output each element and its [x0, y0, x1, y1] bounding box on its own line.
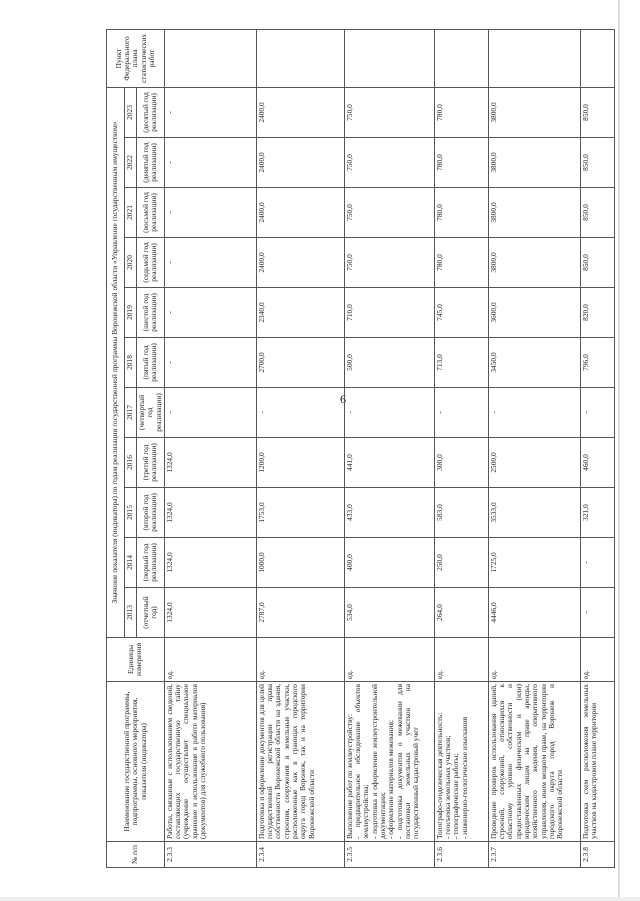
value-cell: - [580, 388, 614, 438]
row-plan-cell [488, 29, 580, 87]
row-plan-cell [256, 29, 344, 87]
value-cell: 2400,0 [256, 138, 344, 188]
value-cell: 1000,0 [256, 538, 344, 588]
value-cell: 820,0 [580, 288, 614, 338]
value-cell: 264,0 [434, 588, 488, 638]
row-number: 2.3.7 [488, 842, 580, 868]
scan-edge [0, 897, 640, 901]
row-number: 2.3.6 [434, 842, 488, 868]
value-cell: 1324,0 [164, 488, 256, 538]
value-cell: 780,0 [434, 138, 488, 188]
value-cell: 1753,0 [256, 488, 344, 538]
header-year: 2013 [125, 588, 137, 638]
row-plan-cell [164, 29, 256, 87]
header-year-note: (седьмой год реализации) [137, 238, 165, 288]
row-plan-cell [434, 29, 488, 87]
value-cell: 300,0 [434, 438, 488, 488]
value-cell: - [434, 388, 488, 438]
row-name: Выполнение работ по землеустройству: - предварительное обследование объектов землеустройства; - подготовка и оформление землеустроительной документации; - оформление материалов межевания; - подготовка документов о межевании для постановки земельных участков на государственный кадастровый учет [344, 682, 434, 842]
value-cell: 1324,0 [164, 538, 256, 588]
value-cell: 2400,0 [256, 87, 344, 137]
value-cell: 780,0 [434, 87, 488, 137]
value-cell: 433,0 [344, 488, 434, 538]
value-cell: 500,0 [344, 338, 434, 388]
value-cell: 2787,0 [256, 588, 344, 638]
header-year-note: (третий год реализации) [137, 438, 165, 488]
header-year: 2016 [125, 438, 137, 488]
header-year-note: (восьмой год реализации) [137, 188, 165, 238]
value-cell: - [164, 238, 256, 288]
value-cell: 534,0 [344, 588, 434, 638]
page-number: 6 [340, 392, 346, 406]
table-row [256, 29, 344, 867]
row-plan-cell [344, 29, 434, 87]
value-cell: 3800,0 [488, 188, 580, 238]
value-cell: - [344, 388, 434, 438]
value-cell: - [164, 388, 256, 438]
value-cell: 2500,0 [488, 438, 580, 488]
header-year: 2020 [125, 238, 137, 288]
indicators-table [106, 29, 615, 868]
row-number: 2.3.3 [164, 842, 256, 868]
value-cell: 441,0 [344, 438, 434, 488]
header-year: 2015 [125, 488, 137, 538]
value-cell: 750,0 [344, 238, 434, 288]
row-number: 2.3.4 [256, 842, 344, 868]
row-plan-cell [580, 29, 614, 87]
table-row [344, 29, 434, 867]
header-year: 2021 [125, 188, 137, 238]
header-year: 2017 [125, 388, 137, 438]
value-cell: 400,0 [344, 538, 434, 588]
value-cell: - [164, 87, 256, 137]
value-cell: - [164, 188, 256, 238]
value-cell: 583,0 [434, 488, 488, 538]
value-cell: 850,0 [580, 138, 614, 188]
value-cell: 2700,0 [256, 338, 344, 388]
value-cell: 3450,0 [488, 338, 580, 388]
row-name: Топографо-геодезическая деятельность: - геосъемка земельных участков; - топографические работы; - инженерно-геологические изыскания [434, 682, 488, 842]
value-cell: 1200,0 [256, 438, 344, 488]
header-year: 2023 [125, 87, 137, 137]
header-year-note: (десятый год реализации) [137, 87, 165, 137]
row-name: Подготовка и оформление документов для целей государственной регистрации права собственности Воронежской области на здания, строения, сооружения и земельные участки, расположенные как в границах городского округа город Воронеж, так и на территории Воронежской области [256, 682, 344, 842]
value-cell: 750,0 [344, 87, 434, 137]
header-year-note: (пятый год реализации) [137, 338, 165, 388]
value-cell: 3800,0 [488, 138, 580, 188]
row-name: Подготовка схем расположения земельных участков на кадастровом плане территории [580, 682, 614, 842]
value-cell: 850,0 [580, 238, 614, 288]
table-row [488, 29, 580, 867]
value-cell: - [164, 338, 256, 388]
table-row [164, 29, 256, 867]
header-year: 2018 [125, 338, 137, 388]
value-cell: 1324,0 [164, 438, 256, 488]
header-year: 2014 [125, 538, 137, 588]
value-cell: 4446,0 [488, 588, 580, 638]
header-year-note: (первый год реализации) [137, 538, 165, 588]
header-year-note: (отчетный год) [137, 588, 165, 638]
value-cell: 2340,0 [256, 288, 344, 338]
value-cell: - [164, 138, 256, 188]
value-cell: 780,0 [434, 188, 488, 238]
header-year: 2019 [125, 288, 137, 338]
value-cell: - [256, 388, 344, 438]
value-cell: 750,0 [344, 188, 434, 238]
value-cell: 745,0 [434, 288, 488, 338]
value-cell: 3800,0 [488, 87, 580, 137]
value-cell: 3533,0 [488, 488, 580, 538]
rotated-table-wrapper [106, 30, 640, 868]
header-year: 2022 [125, 138, 137, 188]
value-cell: 3600,0 [488, 288, 580, 338]
value-cell: 1725,0 [488, 538, 580, 588]
value-cell: - [488, 388, 580, 438]
value-cell: - [580, 538, 614, 588]
value-cell: 2400,0 [256, 238, 344, 288]
value-cell: 3800,0 [488, 238, 580, 288]
value-cell: 1324,0 [164, 588, 256, 638]
row-unit: ед. [434, 638, 488, 682]
row-unit: ед. [488, 638, 580, 682]
value-cell: 250,0 [434, 538, 488, 588]
value-cell: 710,0 [344, 288, 434, 338]
value-cell: 2400,0 [256, 188, 344, 238]
header-name: Наименование государственной программы, подпрограммы, основного мероприятия, показателя (индикатора) [107, 682, 165, 842]
header-values-group: Значение показателя (индикатора) по годам реализации государственной программы Воронежской области «Управление государственным имуществом» [107, 87, 125, 637]
value-cell: 750,0 [344, 138, 434, 188]
value-cell: 850,0 [580, 188, 614, 238]
header-unit: Единицы измерения [107, 638, 165, 682]
header-year-note: (четвертый год реализации) [137, 388, 165, 438]
table-row [580, 29, 614, 867]
header-year-note: (второй год реализации) [137, 488, 165, 538]
row-unit: ед. [344, 638, 434, 682]
row-unit: ед. [580, 638, 614, 682]
value-cell: 321,0 [580, 488, 614, 538]
row-number: 2.3.8 [580, 842, 614, 868]
header-federal-plan: Пункт Федерального плана статистических работ [107, 29, 165, 87]
row-unit: ед. [164, 638, 256, 682]
header-year-note: (девятый год реализации) [137, 138, 165, 188]
value-cell: 796,0 [580, 338, 614, 388]
header-num: № п/п [107, 842, 165, 868]
row-name: Работы, связанные с использованием сведений, составляющих государственную тайну (учреждение осуществляет специальное хранение и использование в работе материалов (документов) для служебного пользования) [164, 682, 256, 842]
value-cell: - [164, 288, 256, 338]
row-unit: ед. [256, 638, 344, 682]
row-name: Проведение проверок использования зданий, строений, сооружений, относящихся к областному уровню собственности и предоставленных физическим и (или) юридическим лицам на праве аренды, хозяйственного ведения, оперативного управления, ином вещном праве, на территории городского округа город Воронеж и Воронежской области [488, 682, 580, 842]
row-number: 2.3.5 [344, 842, 434, 868]
value-cell: 850,0 [580, 87, 614, 137]
value-cell: - [580, 588, 614, 638]
value-cell: 460,0 [580, 438, 614, 488]
value-cell: 780,0 [434, 238, 488, 288]
header-year-note: (шестой год реализации) [137, 288, 165, 338]
table-row [434, 29, 488, 867]
value-cell: 713,0 [434, 338, 488, 388]
